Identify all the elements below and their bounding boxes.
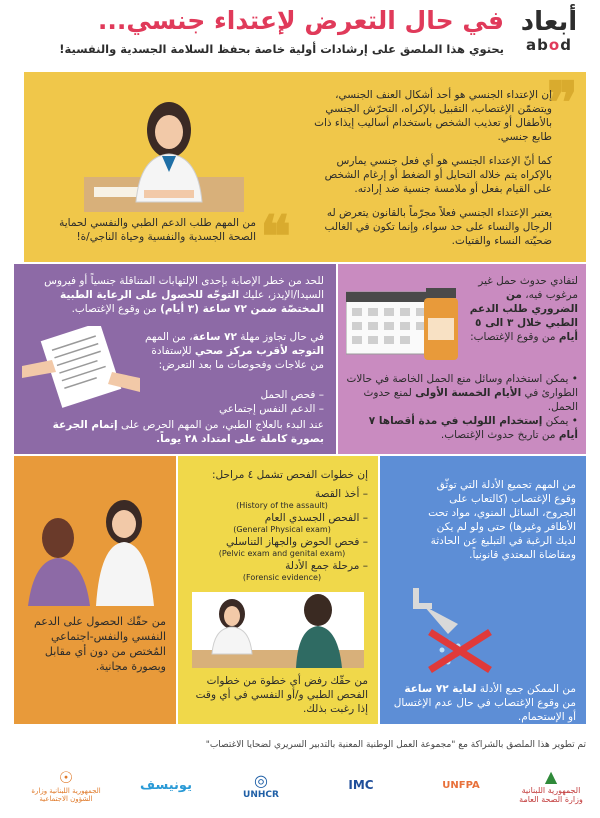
infection-paragraph-2: في حال تجاوز مهلة ٧٢ ساعة، من المهم التوجه لأقرب مركز صحي للإستفادة من علاجات وفحوصات ما بعد التعرض:: [144, 331, 324, 371]
pregnancy-bullet-2: • يمكن إستخدام اللولب في مدة أقصاها ٧ أيام من تاريخ حدوث الإغتصاب.: [368, 415, 578, 441]
pregnancy-bullet-1: • يمكن استخدام وسائل منع الحمل الخاصة في حالات الطوارئ في الأيام الخمسة الأولى لمنع حدوث الحمل.: [346, 373, 578, 413]
infection-paragraph-3: عند البدء بالعلاج الطبي، من المهم الحرص على إتمام الجرعة بصورة كاملة على امتداد ٢٨ يوماً.: [52, 419, 324, 445]
definition-paragraph-1: إن الإعتداء الجنسي هو أحد أشكال العنف الجنسي، ويتضمّن الإغتصاب، التقبيل بالإكراه، التحرّش الجنسي بالأطفال أو تعذيب الشخص باستخدام أساليب إيذاء ذات طابع جنسي.: [314, 89, 552, 143]
exam-step-3: – فحص الحوض والجهاز التناسلي: [225, 536, 368, 548]
exam-refusal-text: من حقّك رفض أي خطوة من خطوات الفحص الطبي و/أو النفسي في أي وقت إذا رغبت بذلك.: [195, 675, 368, 715]
definition-caption: من المهم طلب الدعم الطبي والنفسي لحماية الصحة الجسدية والنفسية وحياة الناجي/ة!: [59, 217, 256, 243]
counseling-illustration: [28, 486, 166, 606]
panel-infection-prevention: [14, 264, 336, 454]
panel-exam-steps: [178, 456, 378, 724]
imc-logo: IMC: [348, 778, 374, 792]
doctor-patient-illustration: [192, 592, 364, 668]
partner-logos: [14, 760, 586, 810]
exam-step-1: – أخذ القصة: [314, 488, 368, 500]
definition-paragraph-3: يعتبر الإعتداء الجنسي فعلاً مجرّماً بالقانون يتعرض له الرجال والنساء على حد سواء، وإنما تكون في الغالب ضحيّته النساء والفتيات.: [324, 207, 552, 247]
exam-step-1-en: (History of the assault): [236, 501, 328, 510]
definition-paragraph-2: كما أنّ الإعتداء الجنسي هو أي فعل جنسي يمارس بالإكراه يتم خلاله التحايل أو الضغط أو إرغام الشخص على القيام بفعل أو ملامسة جنسية ضد إرادته.: [324, 155, 552, 195]
header: [0, 0, 600, 70]
panel-psychosocial-support: [14, 456, 176, 724]
page-subtitle: يحتوي هذا الملصق على إرشادات أولية خاصة بحفظ السلامة الجسدية والنفسية!: [59, 42, 504, 56]
panel-pregnancy-prevention: [338, 264, 586, 454]
doctor-illustration: [84, 92, 244, 212]
exam-steps-list: [196, 488, 368, 584]
list-item: – فحص الحمل: [260, 389, 324, 401]
unicef-logo: يونيسف: [140, 777, 192, 793]
ministry-health-logo: ▲ الجمهورية اللبنانية وزارة الصحة العامة: [519, 766, 583, 804]
abaad-logo: [510, 8, 588, 60]
exam-intro: إن خطوات الفحص تشمل ٤ مراحل:: [212, 469, 368, 481]
page-title: في حال التعرض لإعتداء جنسي...: [97, 6, 504, 35]
exam-step-4-en: (Forensic evidence): [242, 573, 322, 582]
logo-english: abod: [526, 36, 572, 54]
cedar-icon: ▲: [544, 766, 558, 786]
evidence-text-top: من المهم تجميع الأدلة التي توثّق وقوع الإغتصاب (كالتعاب على الجروح، السائل المنوي، مواد تحت الأظافر وغيرها) حتى ولو لم يكن لديك الرغبة في التبليغ عن الحادثة ومقاضاة المعتدي قانونياً.: [428, 479, 576, 561]
unfpa-logo: UNFPA: [442, 779, 480, 791]
after-exposure-list: [144, 388, 324, 416]
panel-evidence: [380, 456, 586, 724]
exam-step-4: – مرحلة جمع الأدلة: [285, 560, 368, 572]
documents-illustration: [22, 326, 140, 408]
panel-definition: [24, 72, 586, 262]
exam-step-3-en: (Pelvic exam and genital exam): [218, 549, 346, 558]
exam-step-2: – الفحص الجسدي العام: [264, 512, 368, 524]
mosa-logo: ☉ الجمهورية اللبنانية وزارة الشؤون الاجتماعية: [31, 767, 101, 803]
calendar-pills-illustration: [346, 282, 458, 368]
partners-note: تم تطوير هذا الملصق بالشراكة مع "مجموعة العمل الوطنية المعنية بالتدبير السريري لضحايا الاغتصاب": [205, 740, 586, 750]
pregnancy-paragraph-1: لتفادي حدوث حمل غير مرغوب فيه، من الضروري طلب الدعم الطبي خلال ٣ الى ٥ أيام من وقوع الإغتصاب:: [469, 275, 578, 343]
psychosocial-text: من حقّك الحصول على الدعم النفسي والنفس-اجتماعي المُختص من دون أي مقابل وبصورة مجانية.: [33, 615, 166, 673]
logo-arabic: أبعاد: [520, 7, 578, 37]
unhcr-logo: ◎ UNHCR: [243, 770, 279, 800]
person-icon: ☉: [58, 767, 74, 787]
list-item: – الدعم النفس إجتماعي: [219, 403, 324, 415]
exam-step-2-en: (General Physical exam): [233, 525, 331, 534]
unhcr-icon: ◎: [254, 770, 268, 790]
evidence-text-bottom: من الممكن جمع الأدلة لغاية ٧٢ ساعة من وقوع الإغتصاب في حال عدم الإغتسال أو الإستحمام.: [393, 683, 576, 723]
open-quote-icon: ❞: [546, 72, 578, 137]
no-shower-icon: [402, 584, 498, 674]
infection-paragraph-1: للحد من خطر الإصابة بإحدى الإلتهابات المتناقلة جنسياً أو فيروس السيدا/الإيدز، عليك التوجّه للحصول على الرعاية الطبية المختصّة ضمن ٧٢ ساعة (٣ أيام) من وقوع الإغتصاب.: [44, 275, 324, 315]
close-quote-icon: ❝: [260, 203, 292, 262]
